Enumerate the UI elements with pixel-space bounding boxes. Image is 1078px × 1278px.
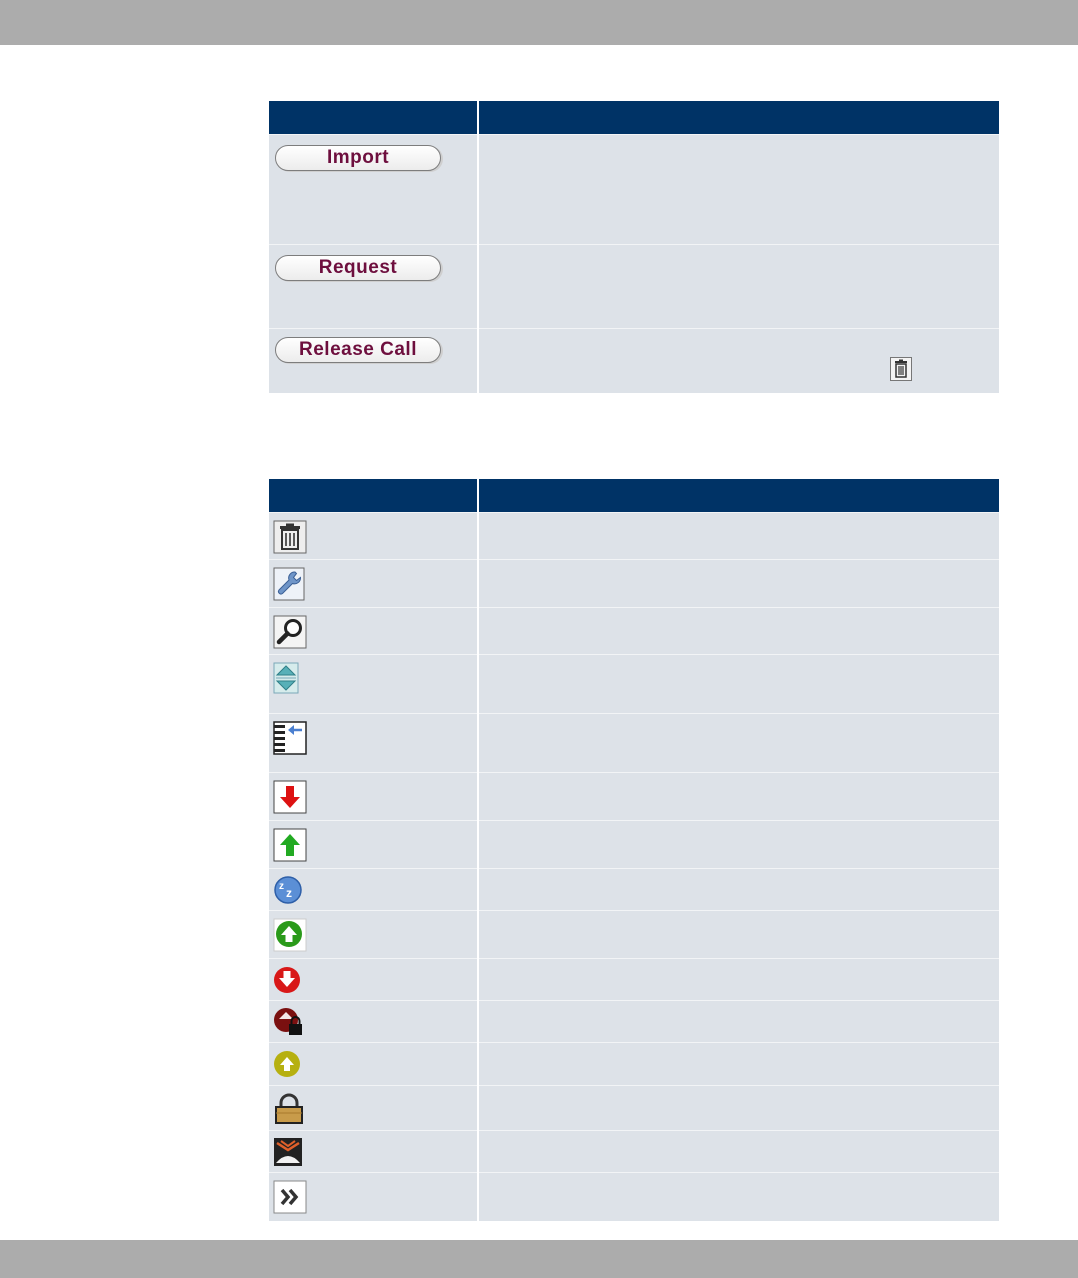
table-row [269,560,999,608]
arrow-down-red-icon[interactable] [273,780,307,814]
description-cell [478,714,999,773]
description-cell [478,773,999,821]
table-row [269,1043,999,1086]
arrow-up-green-icon[interactable] [273,828,307,862]
header-cell-icon [269,479,478,513]
table-header-row [269,101,999,135]
button-cell [269,329,478,393]
header-cell-description [478,479,999,513]
svg-text:z: z [279,881,284,892]
description-cell [478,1173,999,1221]
move-updown-icon[interactable] [273,662,299,694]
table-row [269,714,999,773]
status-blocked-lock-icon[interactable] [273,1007,305,1037]
double-chevron-right-icon[interactable] [273,1180,307,1214]
description-cell [478,959,999,1001]
wrench-icon[interactable] [273,567,305,601]
button-cell [269,135,478,245]
table-header-row [269,479,999,513]
description-cell [478,329,999,393]
header-cell-button [269,101,478,135]
header-cell-description [478,101,999,135]
trash-icon [890,357,912,386]
status-dormant-yellow-icon[interactable] [273,1049,303,1079]
table-row [269,1131,999,1173]
table-row [269,608,999,655]
table-row [269,655,999,714]
table-row [269,911,999,959]
description-cell [478,821,999,869]
description-cell [478,1086,999,1131]
description-cell [478,245,999,329]
table-row [269,959,999,1001]
status-up-green-icon[interactable] [273,918,307,952]
button-cell [269,245,478,329]
insert-list-icon[interactable] [273,721,307,755]
description-cell [478,869,999,911]
description-cell [478,560,999,608]
release-call-button[interactable]: Release Call [275,337,441,363]
table-row [269,1086,999,1131]
magnifier-icon[interactable] [273,615,307,649]
padlock-icon[interactable] [273,1093,305,1125]
status-down-red-icon[interactable] [273,965,303,995]
description-cell [478,608,999,655]
description-cell [478,135,999,245]
description-cell [478,1043,999,1086]
antenna-signal-icon[interactable] [273,1137,303,1167]
description-cell [478,655,999,714]
icons-table [269,479,999,1221]
table-row [269,135,999,245]
table-row [269,1173,999,1221]
table-row [269,821,999,869]
description-cell [478,1001,999,1043]
import-button[interactable]: Import [275,145,441,171]
table-row [269,245,999,329]
sleep-zz-icon[interactable] [273,875,303,905]
buttons-table [269,101,999,393]
description-cell [478,911,999,959]
description-cell [478,513,999,560]
table-row [269,773,999,821]
table-row [269,869,999,911]
description-cell [478,1131,999,1173]
table-row [269,329,999,393]
table-row [269,1001,999,1043]
bottom-page-bar [0,1240,1078,1278]
svg-text:z: z [286,886,292,900]
table-row [269,513,999,560]
top-page-bar [0,0,1078,45]
request-button[interactable]: Request [275,255,441,281]
trash-icon[interactable] [273,520,307,554]
